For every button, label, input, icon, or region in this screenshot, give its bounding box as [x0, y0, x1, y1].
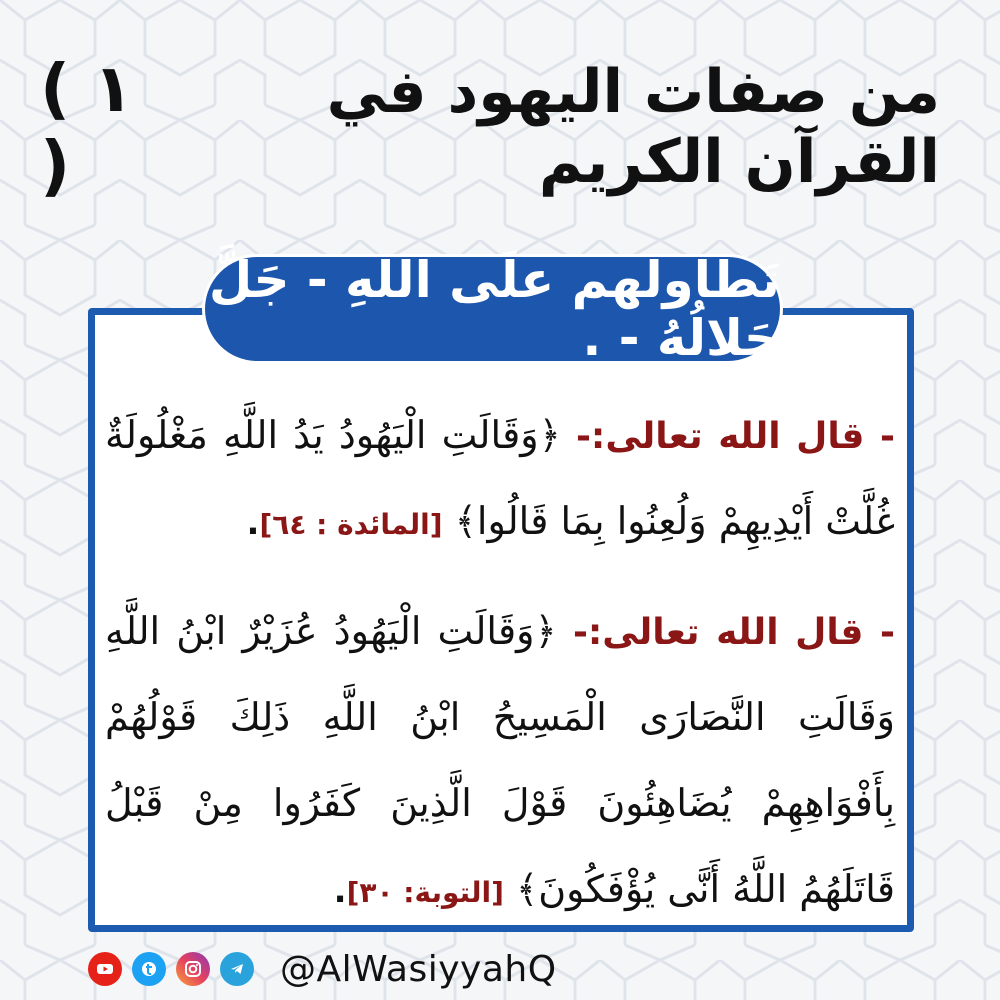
social-handle: @AlWasiyyahQ: [280, 948, 557, 990]
title-number: ( ١ ): [40, 50, 134, 204]
verse-text: قَاتَلَهُمُ اللَّهُ أَنَّى يُؤْفَكُونَ﴾: [516, 867, 895, 911]
verse-speaker: - قال الله تعالى:-: [572, 612, 895, 653]
verse-text: ﴿وَقَالَتِ الْيَهُودُ يَدُ اللَّهِ مَغْلُولَةٌ: [105, 413, 561, 457]
page-title: [40, 50, 940, 204]
title-text: من صفات اليهود في القرآن الكريم: [326, 57, 940, 197]
twitter-icon[interactable]: [132, 952, 166, 986]
banner-title: تَطاولهم علَى اللهِ - جَلَّ جَلالُهُ - .: [208, 251, 780, 367]
verse-line: [105, 846, 895, 932]
verse-reference: [المائدة : ٦٤]: [259, 508, 443, 541]
verse-text: ﴿وَقَالَتِ الْيَهُودُ عُزَيْرٌ ابْنُ اللَّهِ: [105, 609, 557, 653]
verse-text: بِأَفْوَاهِهِمْ يُضَاهِئُونَ قَوْلَ الَّذِينَ كَفَرُوا مِنْ قَبْلُ: [105, 781, 895, 825]
verse-block: [105, 392, 895, 564]
verse-speaker: - قال الله تعالى:-: [575, 416, 895, 457]
verse-line: [105, 478, 895, 564]
verse-end-dot: .: [333, 871, 347, 911]
verse-text: وَقَالَتِ النَّصَارَى الْمَسِيحُ ابْنُ اللَّهِ ذَلِكَ قَوْلُهُمْ: [105, 695, 895, 739]
verse-reference: [التوبة: ٣٠]: [346, 876, 504, 909]
section-banner: [205, 251, 780, 367]
verse-block: [105, 588, 895, 932]
verse-line: [105, 760, 895, 846]
verse-line: [105, 674, 895, 760]
verse-end-dot: .: [246, 503, 260, 543]
footer-social: [88, 944, 557, 994]
verse-text: غُلَّتْ أَيْدِيهِمْ وَلُعِنُوا بِمَا قَالُوا﴾: [454, 499, 895, 543]
verse-line: [105, 588, 895, 674]
instagram-icon[interactable]: [176, 952, 210, 986]
verse-line: [105, 392, 895, 478]
telegram-icon[interactable]: [220, 952, 254, 986]
youtube-icon[interactable]: [88, 952, 122, 986]
